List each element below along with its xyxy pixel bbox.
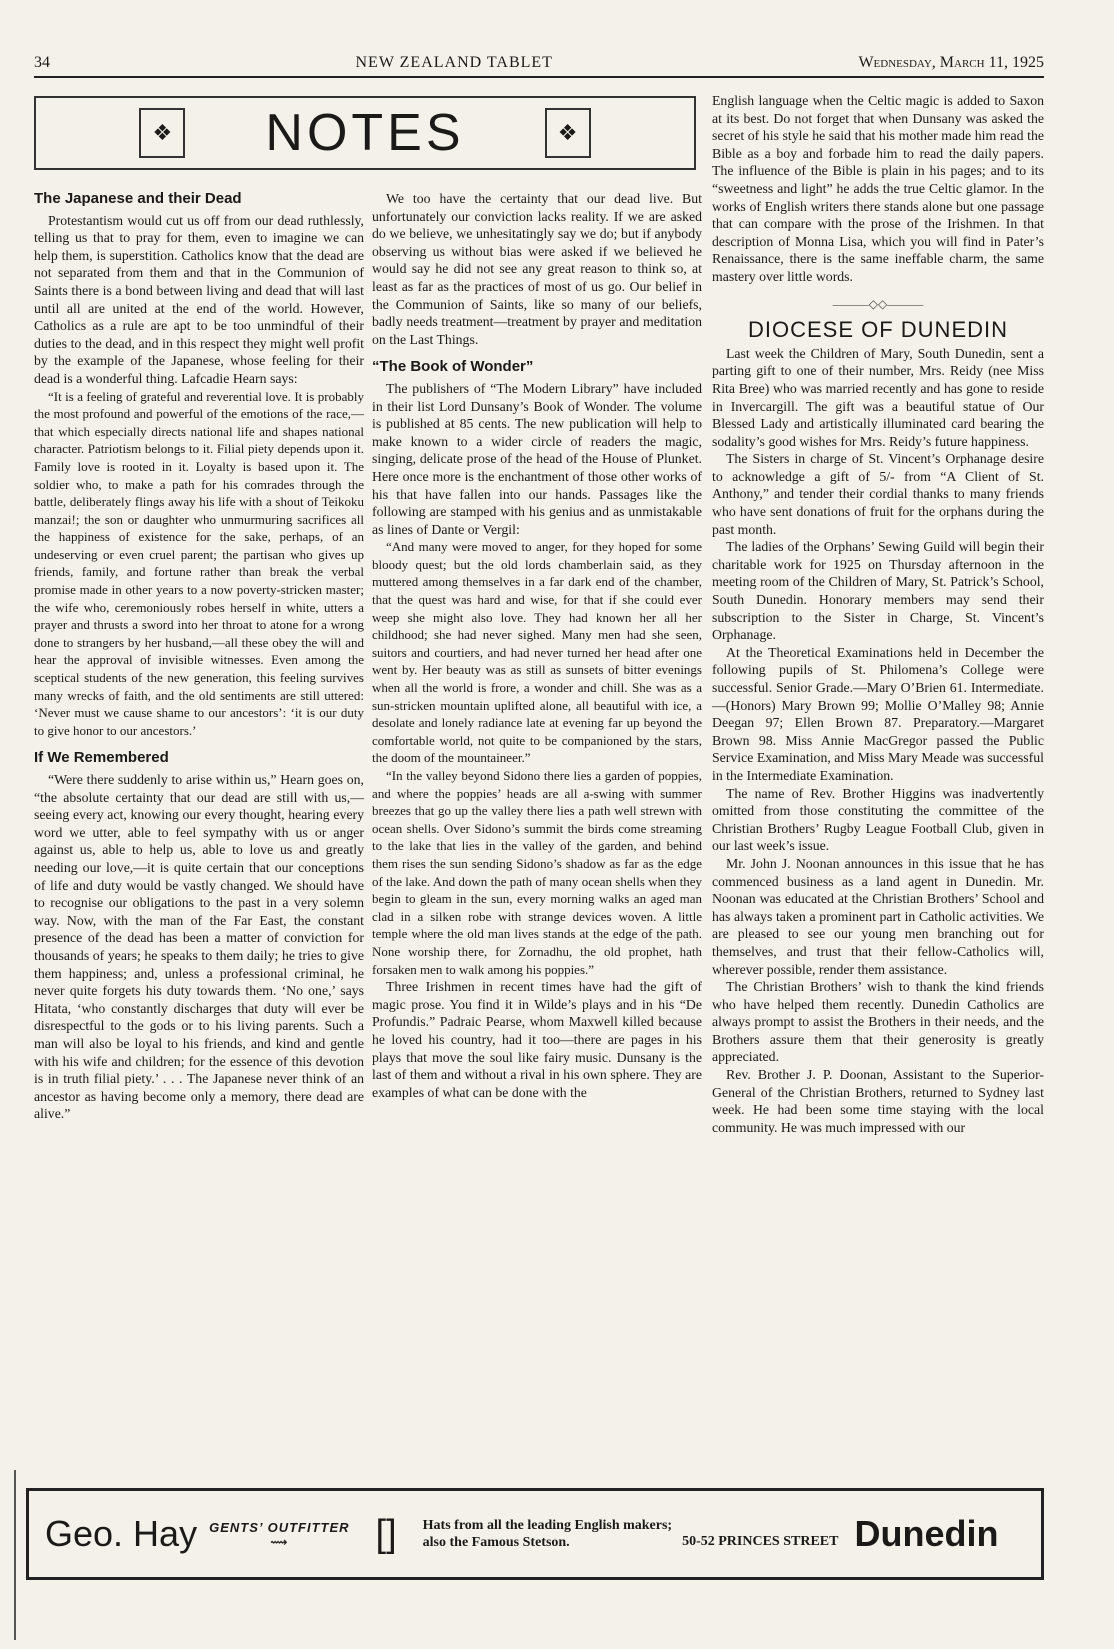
ornament-icon: ❖ <box>139 108 185 158</box>
column-3 <box>712 92 1044 1136</box>
ad-city: Dunedin <box>854 1513 999 1554</box>
bracket-ornament-icon: [] <box>375 1512 397 1555</box>
article-paragraph: At the Theoretical Examinations held in December the following pupils of St. Philomena’s College were successful. Senior Grade.—Mary O’Brien 61. Intermediate.—(Honors) Mary Brown 99; Mollie O’Malley 98; Annie Deegan 97; Ellen Brown 87. Preparatory.—Margaret Brown 98. Miss Annie MacGregor passed the Public Service Examination, and Miss Mary Meade was successful in the Intermediate Examination. <box>712 644 1044 783</box>
page-header <box>34 50 1044 78</box>
article-paragraph: Three Irishmen in recent times have had the gift of magic prose. You find it in Wilde’s plays and in his “De Profundis.” Padraic Pearse, whom Maxwell killed because he loved his country, had it too—there are pages in his plays that move the soul like fairy music. Dunsany is the last of them and without a rival in his own sphere. They are examples of what can be done with the <box>372 979 702 1100</box>
swash-ornament-icon: ⟿ <box>270 1534 289 1549</box>
quotation: “In the valley beyond Sidono there lies a garden of poppies, and where the poppies’ heads are all a-swing with summer breezes that go up the valley there lies a path well strewn with ocean shells. Over Sidono’s summit the birds come streaming to the lake that lies in the valley of the garden, and behind them rises the sun sending Sidono’s shadow as far as the edge of the lake. And down the path of many ocean shells when they begin to gleam in the sun, every morning walks an aged man clad in a silken robe with strange devices woven. A little temple where the old man lives stands at the edge of the path. None worship there, for Zornadhu, the old prophet, hath forsaken men to walk among his poppies.” <box>372 768 702 977</box>
ad-brand: Geo. Hay <box>45 1513 198 1554</box>
publication-title: NEW ZEALAND TABLET <box>355 54 553 71</box>
ornament-icon: ❖ <box>545 108 591 158</box>
article-paragraph: The Sisters in charge of St. Vincent’s Orphanage desire to acknowledge a gift of 5/- from “A Client of St. Anthony,” and tender their cordial thanks to many friends who have sent donations of fruit for the orphans during the past month. <box>712 451 1044 537</box>
ad-tagline-block <box>209 1520 349 1549</box>
ad-tagline: GENTS’ OUTFITTER <box>209 1519 350 1535</box>
notes-banner <box>34 96 696 170</box>
column-2 <box>372 190 702 1101</box>
section-title: NOTES <box>265 104 465 162</box>
ad-address: 50-52 PRINCES STREET <box>682 1534 839 1549</box>
article-heading: The Japanese and their Dead <box>34 190 242 207</box>
quotation: “And many were moved to anger, for they hoped for some bloody quest; but the old lords chamberlain said, as they muttered among themselves in a far dark end of the chamber, that the quest was hard and wise, for that if she could ever weep she might also love. They had known her all her childhood; she had never sighed. Many men had she seen, suitors and courtiers, and had never turned her head after one went by. Her beauty was as still as sunsets of bitter evenings when all the world is frore, a wonder and chill. She was as a sun-stricken mountain uplifted alone, all beautiful with ice, a desolate and lonely radiance late at evening far up beyond the comfortable world, not quite to be companioned by the stars, the doom of the mountaineer.” <box>372 539 702 766</box>
quotation: “It is a feeling of grateful and reverential love. It is probably the most profound and powerful of the emotions of the race,—that which especially directs national life and shapes national character. Patriotism belongs to it. Filial piety depends upon it. Family love is rooted in it. Loyalty is based upon it. The soldier who, to make a path for his comrades through the battle, deliberately flings away his life with a shout of Teikoku manzai!; the son or daughter who unmurmuring sacrifices all the happiness of existence for the sake, perhaps, of an undeserving or even cruel parent; the partisan who gives up friends, family, and fortune rather than break the verbal promise made in other years to a now poverty-stricken master; the wife who, ceremoniously robes herself in white, utters a prayer and thrusts a sword into her throat to atone for a wrong done to strangers by her husband,—all these obey the will and hear the approval of invisible witnesses. Even among the sceptical students of the new generation, this feeling survives many wrecks of faith, and the old sentiments are still uttered: ‘Never must we cause shame to our ancestors’: ‘it is our duty to give honor to our ancestors.’ <box>34 388 364 738</box>
article-paragraph: Rev. Brother J. P. Doonan, Assistant to the Superior-General of the Christian Brothers, returned to Sydney last week. He had been some time staying with the local community. He was much impressed with our <box>712 1067 1044 1135</box>
ad-line-1: Hats from all the leading English makers; <box>422 1518 673 1533</box>
section-divider: ———◇◇——— <box>832 296 924 311</box>
article-heading: “The Book of Wonder” <box>372 358 534 376</box>
article-heading: If We Remembered <box>34 749 169 767</box>
column-1 <box>34 190 364 1123</box>
article-paragraph: The ladies of the Orphans’ Sewing Guild will begin their charitable work for 1925 on Thursday afternoon in the meeting room of the Children of Mary, St. Patrick’s School, South Dunedin. Honorary members may send their subscription to the Sister in Charge, St. Vincent’s Orphanage. <box>712 539 1044 643</box>
article-paragraph: We too have the certainty that our dead live. But unfortunately our conviction lacks reality. If we are asked do we believe, we unhesitatingly say we do; but if anybody observing us without bias were asked if we believed he would say he did not see any great reason to think so, at least as far as the practices of most of us go. Our belief in the Communion of Saints, like so many of our beliefs, badly needs treatment—treatment by prayer and meditation on the Last Things. <box>372 191 702 347</box>
article-paragraph: Last week the Children of Mary, South Dunedin, sent a parting gift to one of their number, Mrs. Reidy (nee Miss Rita Bree) who was married recently and has gone to reside in Invercargill. The gift was a beautiful statue of Our Blessed Lady and artistically illuminated card bearing the sodality’s good wishes for Mrs. Reidy’s future happiness. <box>712 345 1044 449</box>
margin-rule <box>14 1470 16 1640</box>
article-paragraph: The name of Rev. Brother Higgins was inadvertently omitted from those constituting the committee of the Christian Brothers’ Rugby League Football Club, given in our last week’s issue. <box>712 785 1044 854</box>
page-number: 34 <box>34 54 50 71</box>
article-paragraph: Protestantism would cut us off from our dead ruthlessly, telling us that to pray for them, even to imagine we can help them, is superstition. Catholics know that the dead are not separated from them and that in the Communion of Saints there is a bond between living and dead that will last until all are united at the end of the world. However, Catholics as a rule are apt to be too unmindful of their duties to the dead, and in this respect they might well profit by the example of the Japanese, whose feeling for their dead is a wonderful thing. Lafcadie Hearn says: <box>34 212 364 386</box>
article-paragraph: Mr. John J. Noonan announces in this issue that he has commenced business as a land agent in Dunedin. Mr. Noonan was educated at the Christian Brothers’ School and has always taken a prominent part in Catholic activities. We are pleased to see our young men branching out for themselves, and trust that their fellow-Catholics will, wherever possible, render them assistance. <box>712 855 1044 977</box>
article-paragraph: “Were there suddenly to arise within us,” Hearn goes on, “the absolute certainty that our dead are still with us,—seeing every act, knowing our every thought, hearing every word we utter, able to feel sympathy with us or anger against us, able to help us, able to love us and greatly needing our love,—it is quite certain that our conceptions of life and duty would be vastly changed. We should have to recognise our obligations to the past in a very solemn way. Now, with the man of the Far East, the constant presence of the dead has been a matter of conviction for thousands of years; he speaks to them daily; he tries to give them happiness; and, unless a professional criminal, he never quite forgets his duty towards them. ‘No one,’ says Hitata, ‘who constantly discharges that duty will ever be disrespectful to the gods or to his living parents. Such a man will also be loyal to his friends, and kind and gentle with his wife and children; for the essence of this devotion is in truth filial piety.’ . . . The Japanese never think of an ancestor as having become only a memory, there dead are alive.” <box>34 772 364 1122</box>
issue-date: Wednesday, March 11, 1925 <box>858 54 1044 71</box>
ad-copy <box>423 1517 672 1551</box>
article-paragraph: The publishers of “The Modern Library” have included in their list Lord Dunsany’s Book of Wonder. The volume is published at 85 cents. The new publication will help to make known to a wider circle of readers the magic, singing, delicate prose of the head of the House of Plunket. Here once more is the enchantment of those other works of his that have fallen into our hands. Passages like the following are stamped with his genius and as unmistakable as lines of Dante or Vergil: <box>372 380 702 537</box>
ad-line-2: also the Famous Stetson. <box>422 1535 570 1550</box>
advertisement <box>26 1488 1044 1580</box>
article-paragraph: English language when the Celtic magic is added to Saxon at its best. Do not forget that when Dunsany was asked the secret of his style he said that his mother made him read the Bible as a boy and forbade him to read the daily papers. The influence of the Bible is plain in his pages; and to its “sweetness and light” he adds the true Celtic glamor. In the works of English writers there stands alone but one passage that can compare with the prose of the Irishmen. In that description of Monna Lisa, which you will find in Pater’s Renaissance, there is the same ineffable charm, the same mastery over little words. <box>712 93 1044 284</box>
section-heading: DIOCESE OF DUNEDIN <box>747 317 1009 343</box>
article-paragraph: The Christian Brothers’ wish to thank the kind friends who have helped them recently. Dunedin Catholics are always prompt to assist the Brothers in their needs, and the Brothers assure them that their generosity is greatly appreciated. <box>712 979 1044 1065</box>
